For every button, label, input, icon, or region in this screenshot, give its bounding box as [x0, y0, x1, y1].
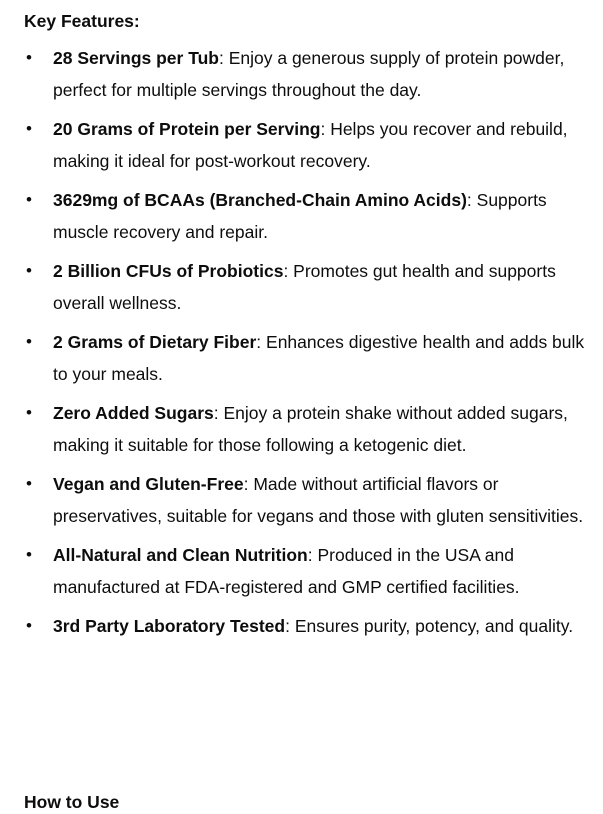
feature-title: All-Natural and Clean Nutrition — [53, 545, 308, 565]
feature-item — [0, 42, 603, 106]
feature-item — [0, 397, 603, 461]
feature-title: Zero Added Sugars — [53, 403, 214, 423]
feature-text: Enhances digestive health and adds bulk to your meals. — [53, 332, 585, 384]
feature-separator: : — [256, 332, 262, 352]
feature-separator: : — [243, 474, 249, 494]
feature-separator: : — [307, 545, 313, 565]
feature-item — [0, 184, 603, 248]
feature-title: 2 Billion CFUs of Probiotics — [53, 261, 284, 281]
feature-text: Produced in the USA and manufactured at FDA-registered and GMP certified facilities. — [53, 545, 520, 597]
bullet-icon: • — [26, 48, 32, 67]
feature-separator: : — [320, 119, 326, 139]
feature-item — [0, 326, 603, 390]
bullet-icon: • — [26, 261, 32, 280]
bullet-icon: • — [26, 119, 32, 138]
feature-text: Supports muscle recovery and repair. — [53, 190, 547, 242]
feature-text: Enjoy a generous supply of protein powder, perfect for multiple servings throughout the day. — [53, 48, 565, 100]
bullet-icon: • — [26, 403, 32, 422]
bullet-icon: • — [26, 616, 32, 635]
feature-separator: : — [218, 48, 224, 68]
feature-title: Vegan and Gluten-Free — [53, 474, 244, 494]
feature-text: Made without artificial flavors or preservatives, suitable for vegans and those with gluten sensitivities. — [53, 474, 584, 526]
key-features-heading: Key Features: — [24, 11, 140, 31]
feature-text: Promotes gut health and supports overall wellness. — [53, 261, 556, 313]
bullet-icon: • — [26, 545, 32, 564]
feature-separator: : — [283, 261, 289, 281]
features-list — [0, 42, 603, 649]
feature-item — [0, 468, 603, 532]
how-to-use-heading: How to Use — [24, 792, 120, 812]
feature-item — [0, 255, 603, 319]
feature-text: Helps you recover and rebuild, making it ideal for post-workout recovery. — [53, 119, 568, 171]
feature-text: Ensures purity, potency, and quality. — [289, 616, 574, 636]
bullet-icon: • — [26, 474, 32, 493]
feature-title: 28 Servings per Tub — [53, 48, 219, 68]
feature-item — [0, 113, 603, 177]
feature-separator: : — [213, 403, 219, 423]
feature-item — [0, 539, 603, 603]
feature-separator: : — [285, 616, 290, 636]
feature-title: 3629mg of BCAAs (Branched-Chain Amino Acids) — [53, 190, 467, 210]
feature-title: 2 Grams of Dietary Fiber — [53, 332, 257, 352]
feature-item — [0, 610, 603, 642]
bullet-icon: • — [26, 190, 32, 209]
feature-title: 20 Grams of Protein per Serving — [53, 119, 321, 139]
feature-separator: : — [466, 190, 472, 210]
bullet-icon: • — [26, 332, 32, 351]
feature-text: Enjoy a protein shake without added sugars, making it suitable for those following a ketogenic diet. — [53, 403, 568, 455]
feature-title: 3rd Party Laboratory Tested — [53, 616, 286, 636]
